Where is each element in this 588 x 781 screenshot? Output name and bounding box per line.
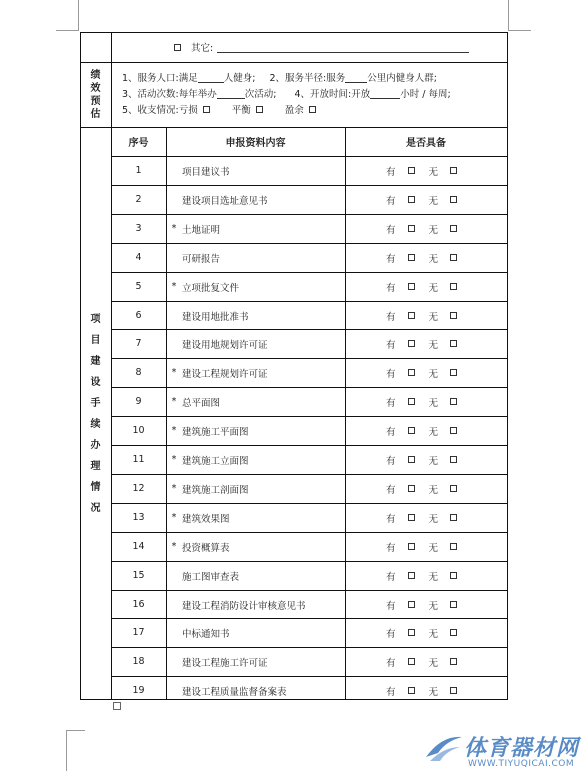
performance-line-3: 5、收支情况:亏损 平衡 盈余 bbox=[122, 102, 318, 116]
performance-label: 绩 效 预 估 bbox=[90, 69, 101, 120]
row-number: 2 bbox=[135, 194, 142, 205]
row-number: 13 bbox=[132, 512, 145, 523]
yes-checkbox[interactable] bbox=[408, 340, 415, 347]
row-document-name: 建设工程质量监督备案表 bbox=[182, 686, 287, 698]
row-document-name: 建筑施工立面图 bbox=[182, 455, 249, 467]
yes-checkbox[interactable] bbox=[408, 572, 415, 579]
row-content bbox=[168, 301, 345, 330]
required-star: * bbox=[171, 396, 177, 407]
row-availability bbox=[386, 445, 459, 474]
other-checkbox[interactable] bbox=[174, 44, 181, 51]
row-document-name: 项目建议书 bbox=[182, 166, 230, 178]
row-number: 10 bbox=[132, 425, 145, 436]
yes-label: 有 bbox=[386, 628, 396, 640]
row-document-name: 立项批复文件 bbox=[182, 282, 240, 294]
radius-input[interactable] bbox=[345, 72, 367, 83]
no-label: 无 bbox=[428, 282, 439, 294]
yes-label: 有 bbox=[386, 253, 396, 265]
project-procedures-label: 项 目 建 设 手 续 办 理 情 况 bbox=[90, 313, 101, 514]
row-availability bbox=[386, 618, 459, 647]
crop-mark-bottom-left bbox=[66, 730, 85, 771]
application-form bbox=[80, 32, 508, 700]
row-document-name: 建设项目选址意见书 bbox=[182, 195, 268, 207]
row-number: 11 bbox=[132, 454, 145, 465]
no-checkbox[interactable] bbox=[450, 629, 457, 636]
row-number: 8 bbox=[135, 367, 142, 378]
no-label: 无 bbox=[428, 253, 439, 265]
row-content bbox=[168, 214, 345, 243]
yes-checkbox[interactable] bbox=[408, 398, 415, 405]
no-checkbox[interactable] bbox=[450, 340, 457, 347]
no-label: 无 bbox=[428, 657, 439, 669]
yes-label: 有 bbox=[386, 397, 396, 409]
row-number: 7 bbox=[135, 338, 142, 349]
no-checkbox[interactable] bbox=[450, 398, 457, 405]
crop-mark-top-right bbox=[508, 0, 531, 31]
row-content bbox=[168, 647, 345, 676]
yes-label: 有 bbox=[386, 368, 396, 380]
row-number: 12 bbox=[132, 483, 145, 494]
no-label: 无 bbox=[428, 513, 439, 525]
yes-label: 有 bbox=[386, 686, 396, 698]
yes-checkbox[interactable] bbox=[408, 283, 415, 290]
yes-label: 有 bbox=[386, 484, 396, 496]
row-document-name: 投资概算表 bbox=[182, 542, 230, 554]
required-star: * bbox=[171, 425, 177, 436]
row-document-name: 建设用地规划许可证 bbox=[182, 339, 268, 351]
row-document-name: 建筑效果图 bbox=[182, 513, 230, 525]
row-content bbox=[168, 156, 345, 185]
no-label: 无 bbox=[428, 339, 439, 351]
no-label: 无 bbox=[428, 224, 439, 236]
row-content bbox=[168, 618, 345, 647]
row-number: 19 bbox=[132, 685, 145, 696]
required-star: * bbox=[171, 483, 177, 494]
row-content bbox=[168, 676, 345, 705]
row-availability bbox=[386, 503, 459, 532]
yes-checkbox[interactable] bbox=[408, 167, 415, 174]
no-checkbox[interactable] bbox=[450, 572, 457, 579]
no-checkbox[interactable] bbox=[450, 543, 457, 550]
yes-checkbox[interactable] bbox=[408, 369, 415, 376]
row-number: 15 bbox=[132, 570, 145, 581]
no-label: 无 bbox=[428, 195, 439, 207]
row-content bbox=[168, 445, 345, 474]
other-label: 其它: bbox=[191, 43, 214, 54]
row-document-name: 可研报告 bbox=[182, 253, 221, 265]
row-document-name: 建筑施工平面图 bbox=[182, 426, 249, 438]
no-checkbox[interactable] bbox=[450, 196, 457, 203]
required-star: * bbox=[171, 541, 177, 552]
row-content bbox=[168, 590, 345, 619]
row-document-name: 中标通知书 bbox=[182, 628, 230, 640]
row-content bbox=[168, 272, 345, 301]
paragraph-mark bbox=[113, 702, 121, 710]
open-hours-input[interactable] bbox=[370, 88, 400, 99]
yes-checkbox[interactable] bbox=[408, 658, 415, 665]
no-checkbox[interactable] bbox=[450, 369, 457, 376]
brand-swoosh-icon bbox=[424, 731, 464, 765]
yes-checkbox[interactable] bbox=[408, 254, 415, 261]
row-availability bbox=[386, 358, 459, 387]
no-checkbox[interactable] bbox=[450, 225, 457, 232]
yes-label: 有 bbox=[386, 224, 396, 236]
row-document-name: 土地证明 bbox=[182, 224, 221, 236]
row-number: 18 bbox=[132, 656, 145, 667]
header-content: 申报资料内容 bbox=[225, 138, 286, 149]
row-number: 4 bbox=[135, 252, 142, 263]
row-number: 17 bbox=[132, 627, 145, 638]
yes-checkbox[interactable] bbox=[408, 543, 415, 550]
no-label: 无 bbox=[428, 455, 439, 467]
yes-checkbox[interactable] bbox=[408, 427, 415, 434]
row-content bbox=[168, 416, 345, 445]
row-number: 14 bbox=[132, 541, 145, 552]
row-content bbox=[168, 185, 345, 214]
yes-label: 有 bbox=[386, 571, 396, 583]
required-star: * bbox=[171, 512, 177, 523]
no-checkbox[interactable] bbox=[450, 601, 457, 608]
no-checkbox[interactable] bbox=[450, 514, 457, 521]
row-document-name: 建设工程施工许可证 bbox=[182, 657, 268, 669]
no-checkbox[interactable] bbox=[450, 283, 457, 290]
row-availability bbox=[386, 214, 459, 243]
no-label: 无 bbox=[428, 484, 439, 496]
no-checkbox[interactable] bbox=[450, 427, 457, 434]
row-number: 3 bbox=[135, 223, 142, 234]
performance-line-1: 1、服务人口:满足 人健身; 2、服务半径:服务 公里内健身人群; bbox=[122, 73, 437, 84]
watermark-url: WWW.TIYUQICAI.COM bbox=[468, 759, 575, 769]
row-availability bbox=[386, 590, 459, 619]
no-checkbox[interactable] bbox=[450, 687, 457, 694]
no-checkbox[interactable] bbox=[450, 254, 457, 261]
yes-checkbox[interactable] bbox=[408, 514, 415, 521]
yes-checkbox[interactable] bbox=[408, 225, 415, 232]
row-document-name: 建设工程消防设计审核意见书 bbox=[182, 600, 306, 612]
yes-checkbox[interactable] bbox=[408, 312, 415, 319]
row-content bbox=[168, 329, 345, 358]
row-availability bbox=[386, 387, 459, 416]
row-content bbox=[168, 474, 345, 503]
required-star: * bbox=[171, 223, 177, 234]
row-number: 9 bbox=[135, 396, 142, 407]
other-row bbox=[172, 32, 469, 62]
other-input-line[interactable] bbox=[217, 42, 469, 53]
header-number: 序号 bbox=[128, 138, 149, 149]
row-document-name: 建设工程规划许可证 bbox=[182, 368, 268, 380]
row-availability bbox=[386, 561, 459, 590]
yes-checkbox[interactable] bbox=[408, 629, 415, 636]
watermark-brand: 体育器材网 bbox=[464, 735, 580, 761]
required-star: * bbox=[171, 281, 177, 292]
population-input[interactable] bbox=[198, 72, 224, 83]
yes-label: 有 bbox=[386, 311, 396, 323]
row-document-name: 施工图审查表 bbox=[182, 571, 240, 583]
no-checkbox[interactable] bbox=[450, 167, 457, 174]
row-content bbox=[168, 358, 345, 387]
no-label: 无 bbox=[428, 628, 439, 640]
row-content bbox=[168, 561, 345, 590]
surplus-checkbox[interactable] bbox=[309, 106, 316, 113]
yes-label: 有 bbox=[386, 600, 396, 612]
no-label: 无 bbox=[428, 571, 439, 583]
no-label: 无 bbox=[428, 426, 439, 438]
yes-label: 有 bbox=[386, 455, 396, 467]
yes-checkbox[interactable] bbox=[408, 687, 415, 694]
no-checkbox[interactable] bbox=[450, 485, 457, 492]
balance-checkbox[interactable] bbox=[256, 106, 263, 113]
yes-label: 有 bbox=[386, 282, 396, 294]
no-label: 无 bbox=[428, 542, 439, 554]
yes-label: 有 bbox=[386, 426, 396, 438]
row-document-name: 总平面图 bbox=[182, 397, 221, 409]
required-star: * bbox=[171, 454, 177, 465]
row-availability bbox=[386, 474, 459, 503]
performance-line-2: 3、活动次数:每年举办 次活动; 4、开放时间:开放 小时 / 每周; bbox=[122, 89, 451, 100]
yes-checkbox[interactable] bbox=[408, 485, 415, 492]
row-availability bbox=[386, 329, 459, 358]
row-content bbox=[168, 503, 345, 532]
row-availability bbox=[386, 243, 459, 272]
row-document-name: 建设用地批准书 bbox=[182, 311, 249, 323]
row-document-name: 建筑施工剖面图 bbox=[182, 484, 249, 496]
row-number: 5 bbox=[135, 281, 142, 292]
no-label: 无 bbox=[428, 311, 439, 323]
activity-count-input[interactable] bbox=[217, 88, 245, 99]
no-checkbox[interactable] bbox=[450, 456, 457, 463]
row-availability bbox=[386, 416, 459, 445]
no-label: 无 bbox=[428, 397, 439, 409]
yes-label: 有 bbox=[386, 513, 396, 525]
row-availability bbox=[386, 156, 459, 185]
yes-label: 有 bbox=[386, 339, 396, 351]
row-number: 6 bbox=[135, 310, 142, 321]
no-label: 无 bbox=[428, 686, 439, 698]
yes-label: 有 bbox=[386, 657, 396, 669]
row-content bbox=[168, 243, 345, 272]
no-label: 无 bbox=[428, 166, 439, 178]
yes-label: 有 bbox=[386, 542, 396, 554]
yes-checkbox[interactable] bbox=[408, 601, 415, 608]
no-checkbox[interactable] bbox=[450, 658, 457, 665]
required-star: * bbox=[171, 367, 177, 378]
no-checkbox[interactable] bbox=[450, 312, 457, 319]
row-availability bbox=[386, 532, 459, 561]
row-availability bbox=[386, 272, 459, 301]
yes-label: 有 bbox=[386, 195, 396, 207]
no-label: 无 bbox=[428, 600, 439, 612]
row-availability bbox=[386, 676, 459, 705]
crop-mark-top-left bbox=[56, 0, 79, 31]
watermark-logo bbox=[424, 729, 584, 773]
header-available: 是否具备 bbox=[406, 138, 446, 149]
row-content bbox=[168, 532, 345, 561]
row-number: 16 bbox=[132, 599, 145, 610]
row-availability bbox=[386, 301, 459, 330]
no-label: 无 bbox=[428, 368, 439, 380]
yes-checkbox[interactable] bbox=[408, 456, 415, 463]
yes-checkbox[interactable] bbox=[408, 196, 415, 203]
row-content bbox=[168, 387, 345, 416]
row-number: 1 bbox=[135, 165, 142, 176]
loss-checkbox[interactable] bbox=[203, 106, 210, 113]
row-availability bbox=[386, 647, 459, 676]
yes-label: 有 bbox=[386, 166, 396, 178]
row-availability bbox=[386, 185, 459, 214]
